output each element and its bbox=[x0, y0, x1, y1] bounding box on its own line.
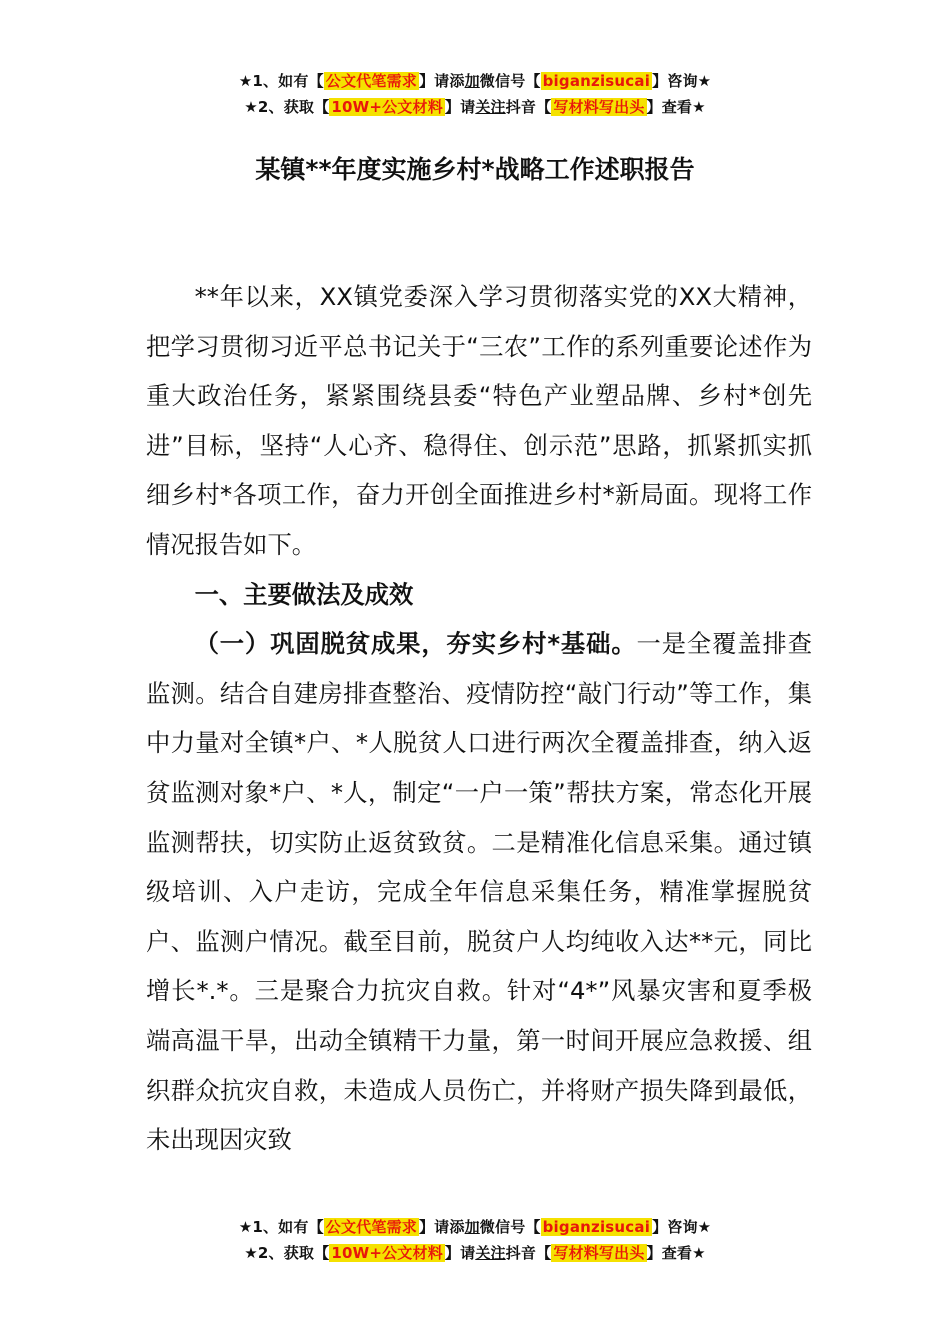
promo-text: 微信号【 bbox=[479, 1218, 541, 1236]
promo-text: 微信号【 bbox=[479, 72, 541, 90]
promo-highlight: 写材料写出头 bbox=[553, 98, 645, 116]
promo-text: ★2、获取【 bbox=[244, 1244, 330, 1262]
promo-banner-top bbox=[0, 68, 950, 120]
intro-paragraph: **年以来，XX镇党委深入学习贯彻落实党的XX大精神，把学习贯彻习近平总书记关于“三农”工作的系列重要论述作为重大政治任务，紧紧围绕县委“特色产业塑品牌、乡村*创先进”目标，坚持“人心齐、稳得住、创示范”思路，抓紧抓实抓细乡村*各项工作，奋力开创全面推进乡村*新局面。现将工作情况报告如下。 bbox=[146, 282, 812, 559]
promo-highlight: 10W+公文材料 bbox=[331, 1244, 443, 1262]
promo-underline: 关注 bbox=[475, 1244, 506, 1262]
promo-text: 】请添 bbox=[418, 72, 465, 90]
promo-text: ★1、如有【 bbox=[238, 72, 324, 90]
section-heading: 一、主要做法及成效 bbox=[194, 579, 414, 609]
promo-text: 抖音【 bbox=[505, 98, 552, 116]
document-body bbox=[146, 272, 812, 1165]
promo-text: 】请 bbox=[444, 1244, 476, 1262]
promo-highlight: biganzisucai bbox=[542, 1218, 651, 1236]
promo-underline: 加 bbox=[464, 72, 480, 90]
promo-highlight: 公文代笔需求 bbox=[325, 1218, 417, 1236]
promo-text: ★2、获取【 bbox=[244, 98, 330, 116]
promo-line-1 bbox=[0, 68, 950, 94]
promo-text: 】查看★ bbox=[646, 98, 706, 116]
promo-line-1 bbox=[0, 1214, 950, 1240]
promo-highlight: biganzisucai bbox=[542, 72, 651, 90]
promo-line-2 bbox=[0, 94, 950, 120]
promo-underline: 加 bbox=[464, 1218, 480, 1236]
document-title: 某镇**年度实施乡村*战略工作述职报告 bbox=[255, 155, 695, 184]
promo-text: 】请 bbox=[444, 98, 476, 116]
promo-banner-bottom bbox=[0, 1214, 950, 1266]
subsection-paragraph bbox=[146, 619, 812, 1165]
subsection-heading: （一）巩固脱贫成果，夯实乡村*基础。 bbox=[194, 629, 637, 659]
promo-text: 】查看★ bbox=[646, 1244, 706, 1262]
promo-text: 抖音【 bbox=[505, 1244, 552, 1262]
promo-underline: 关注 bbox=[475, 98, 506, 116]
promo-highlight: 10W+公文材料 bbox=[331, 98, 443, 116]
subsection-text: 一是全覆盖排查监测。结合自建房排查整治、疫情防控“敲门行动”等工作，集中力量对全镇*户、*人脱贫人口进行两次全覆盖排查，纳入返贫监测对象*户、*人，制定“一户一策”帮扶方案，常态化开展监测帮扶，切实防止返贫致贫。二是精准化信息采集。通过镇级培训、入户走访，完成全年信息采集任务，精准掌握脱贫户、监测户情况。截至目前，脱贫户人均纯收入达**元，同比增长*.*。三是聚合力抗灾自救。针对“4*”风暴灾害和夏季极端高温干旱，出动全镇精干力量，第一时间开展应急救援、组织群众抗灾自救，未造成人员伤亡，并将财产损失降到最低，未出现因灾致 bbox=[146, 629, 812, 1155]
promo-text: 】咨询★ bbox=[652, 1218, 712, 1236]
promo-highlight: 公文代笔需求 bbox=[325, 72, 417, 90]
promo-highlight: 写材料写出头 bbox=[553, 1244, 645, 1262]
promo-text: ★1、如有【 bbox=[238, 1218, 324, 1236]
promo-text: 】咨询★ bbox=[652, 72, 712, 90]
promo-line-2 bbox=[0, 1240, 950, 1266]
promo-text: 】请添 bbox=[418, 1218, 465, 1236]
